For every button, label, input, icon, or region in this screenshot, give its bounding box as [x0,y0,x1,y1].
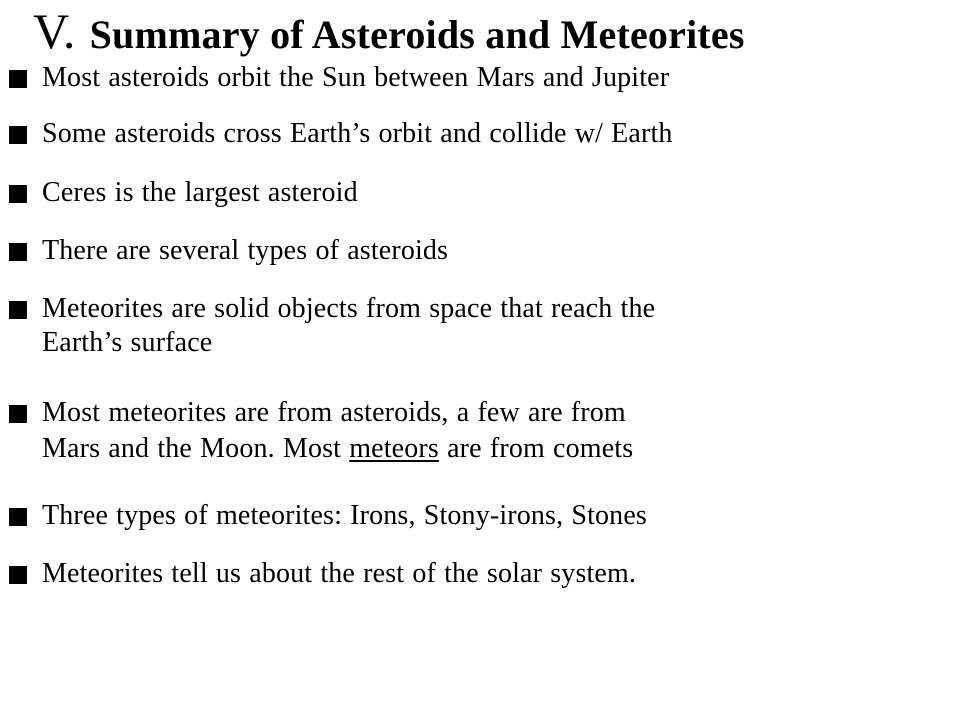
square-bullet-icon [9,243,27,261]
square-bullet-icon [9,301,27,319]
text-segment: Mars and the Moon. Most [42,433,350,464]
text-segment: are from comets [438,433,634,464]
bullet-text-line: Most meteorites are from asteroids, a few are from [42,397,626,428]
square-bullet-icon [9,185,27,203]
bullet-text: Meteorites tell us about the rest of the solar system. [42,558,637,589]
bullet-text: Some asteroids cross Earth’s orbit and collide w/ Earth [42,118,673,149]
bullet-text: There are several types of asteroids [42,235,449,266]
square-bullet-icon [9,70,27,88]
underlined-term: meteors [349,433,439,464]
bullet-text: Three types of meteorites: Irons, Stony-irons, Stones [42,500,647,531]
title-text: Summary of Asteroids and Meteorites [89,12,745,57]
bullet-text-line: Earth’s surface [42,327,213,358]
square-bullet-icon [9,126,27,144]
bullet-text-line [42,433,882,465]
bullet-text-line: Meteorites are solid objects from space that reach the [42,293,656,324]
bullet-text: Ceres is the largest asteroid [42,177,358,208]
title-numeral: V. [33,3,76,59]
bullet-text: Most asteroids orbit the Sun between Mars and Jupiter [42,62,670,93]
square-bullet-icon [9,405,27,423]
square-bullet-icon [9,566,27,584]
square-bullet-icon [9,508,27,526]
